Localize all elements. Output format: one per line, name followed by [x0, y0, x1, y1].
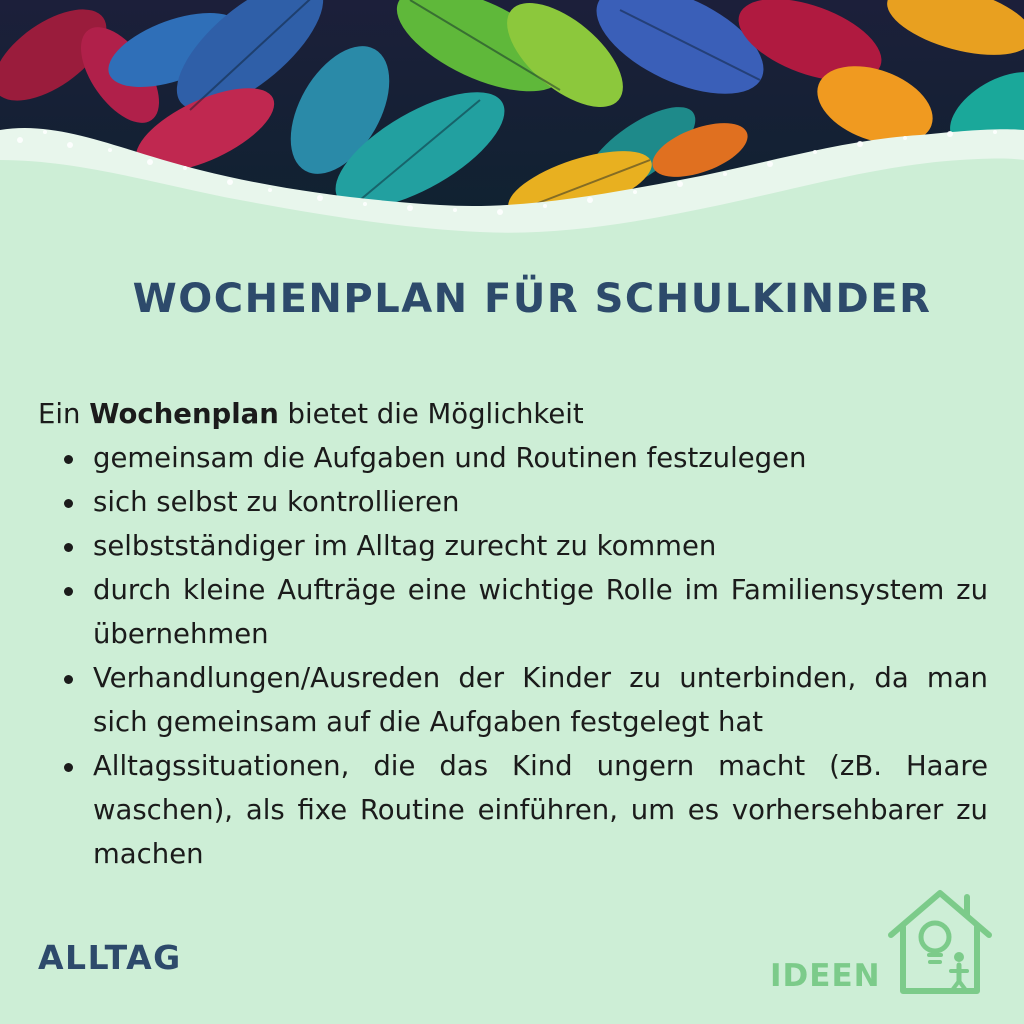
list-item: durch kleine Aufträge eine wichtige Rolle im Familiensystem zu übernehmen [38, 568, 988, 656]
intro-prefix: Ein [38, 398, 90, 430]
logo-text: IDEEN [770, 958, 881, 994]
content [38, 392, 988, 876]
house-lightbulb-icon [885, 885, 995, 997]
brand-logo [770, 885, 1000, 1000]
intro-sentence [38, 392, 988, 436]
list-item: Alltagssituationen, die das Kind ungern macht (zB. Haare waschen), als fixe Routine einführen, um es vorhersehbarer zu machen [38, 744, 988, 876]
page-title: WOCHENPLAN FÜR SCHULKINDER [132, 276, 932, 322]
list-item: selbstständiger im Alltag zurecht zu kommen [38, 524, 988, 568]
leaves-banner-image [0, 0, 1024, 270]
bullet-list [38, 436, 988, 876]
list-item: Verhandlungen/Ausreden der Kinder zu unterbinden, da man sich gemeinsam auf die Aufgaben festgelegt hat [38, 656, 988, 744]
intro-bold-term: Wochenplan [89, 398, 279, 430]
category-label: ALLTAG [38, 938, 182, 977]
intro-suffix: bietet die Möglichkeit [278, 398, 584, 430]
list-item: sich selbst zu kontrollieren [38, 480, 988, 524]
list-item: gemeinsam die Aufgaben und Routinen festzulegen [38, 436, 988, 480]
